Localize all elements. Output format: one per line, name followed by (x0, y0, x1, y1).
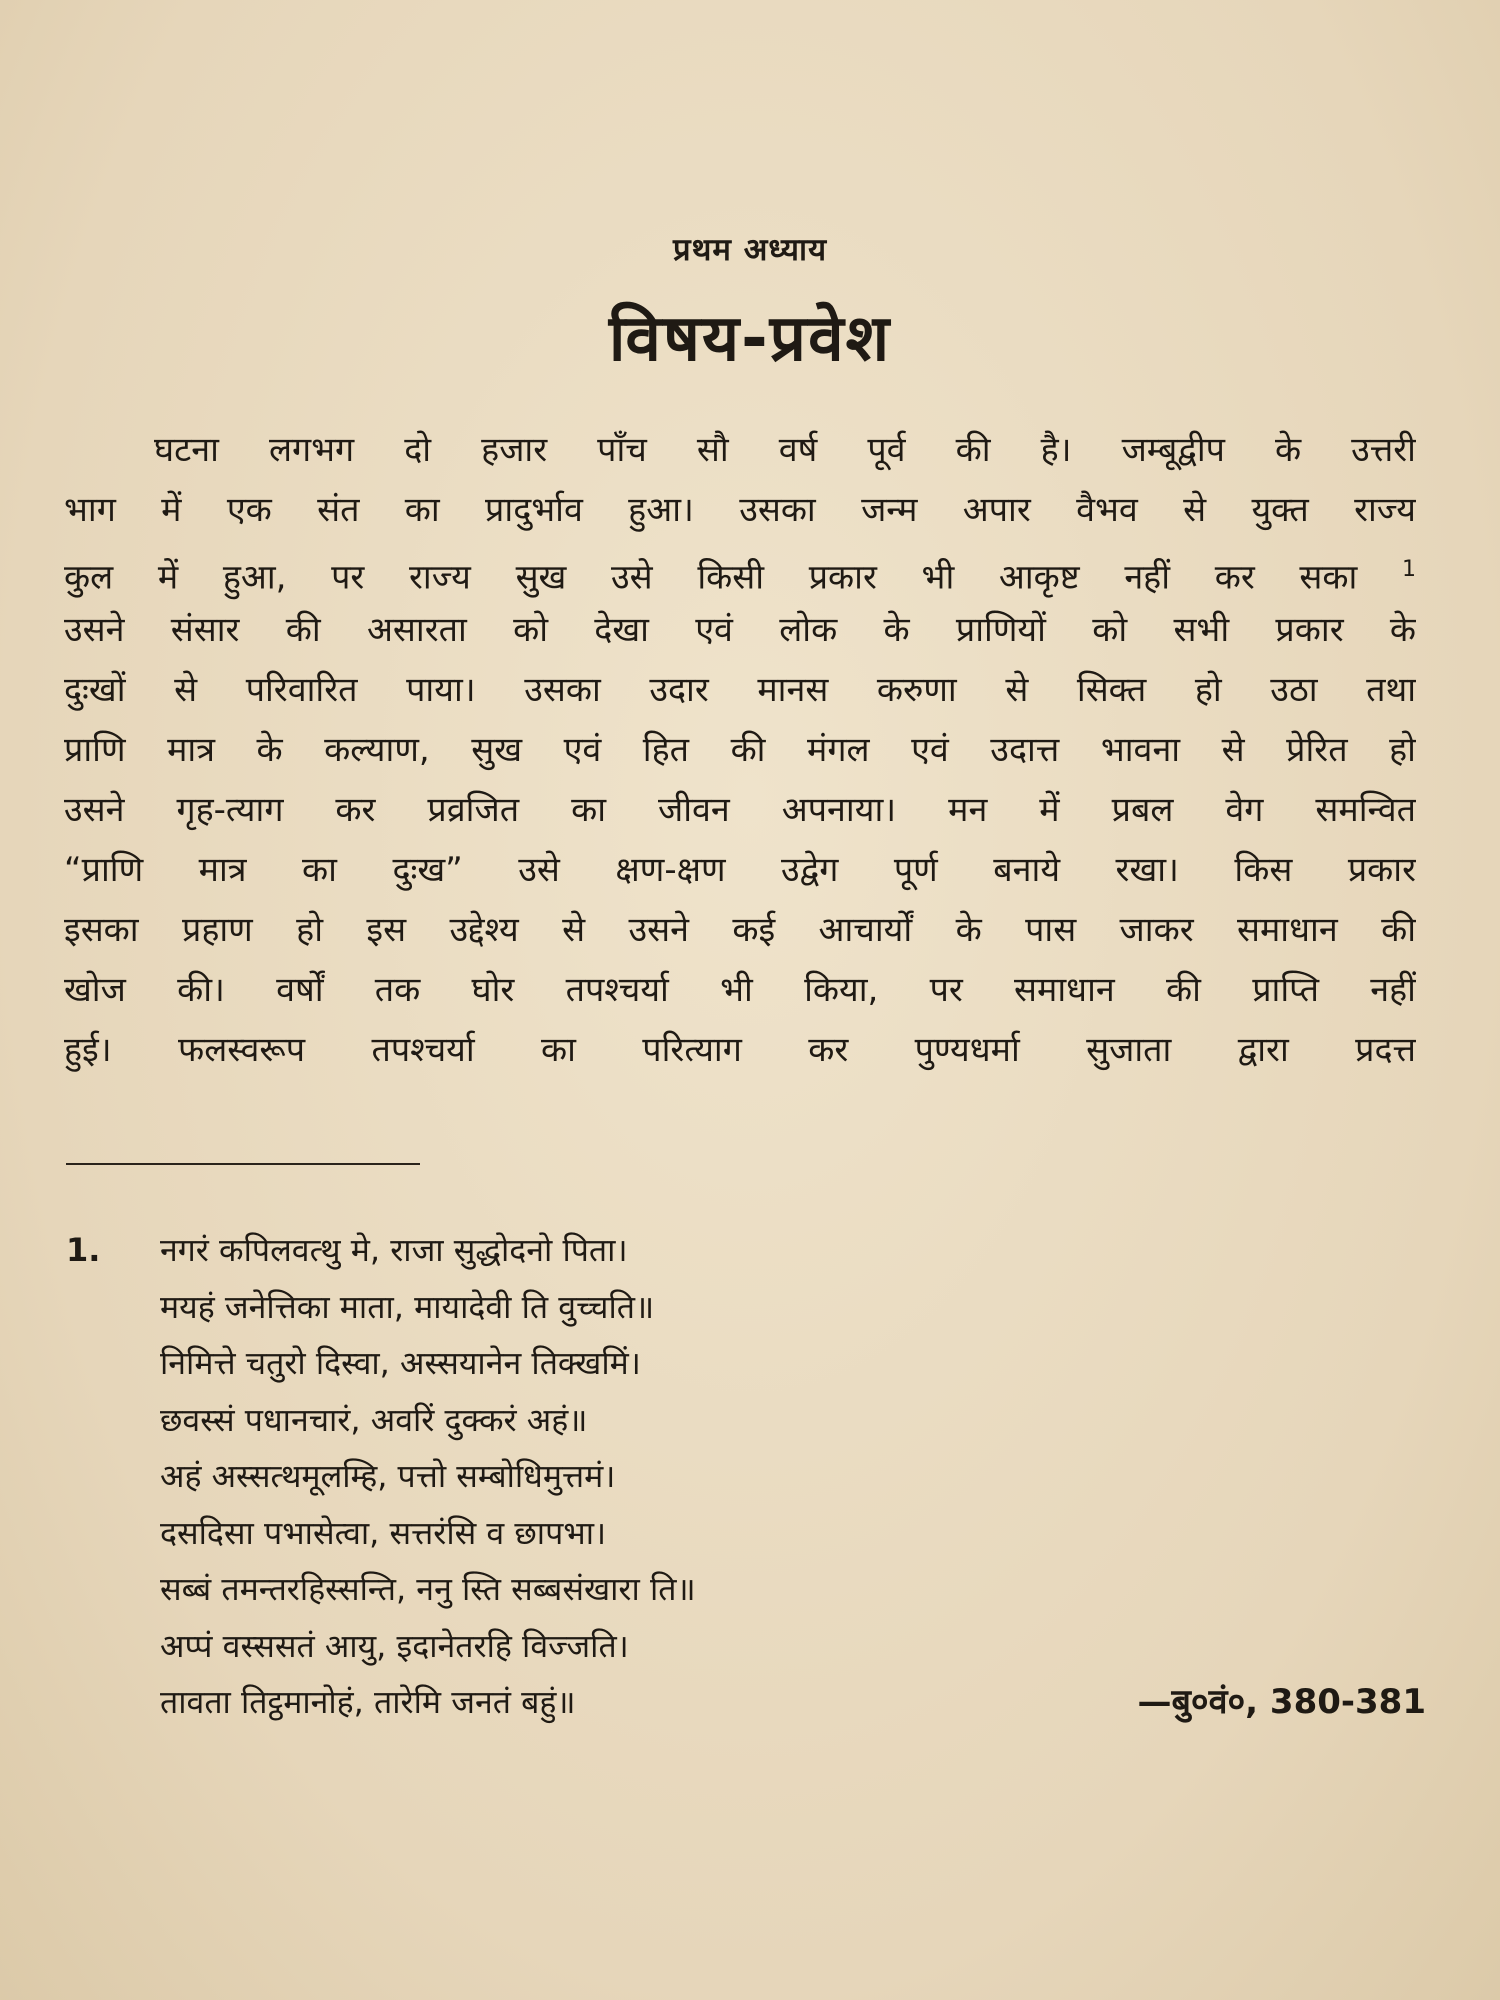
verse-line: मयहं जनेत्तिका माता, मायादेवी ति वुच्चति॥ (160, 1287, 655, 1326)
footnote-reference: 1 (1402, 557, 1416, 582)
body-line: प्राणि मात्र के कल्याण, सुख एवं हित की मंगल एवं उदात्त भावना से प्रेरित हो (64, 730, 1416, 770)
verse-line: नगरं कपिलवत्थु मे, राजा सुद्धोदनो पिता। (160, 1231, 628, 1269)
verse-line: अप्पं वस्ससतं आयु, इदानेतरहि विज्जति। (160, 1626, 629, 1665)
body-line: उसने संसार की असारता को देखा एवं लोक के प्राणियों को सभी प्रकार के (64, 610, 1416, 650)
verse-line: तावता तिट्ठमानोहं, तारेमि जनतं बहुं॥ (160, 1683, 576, 1721)
verse-line: छवस्सं पधानचारं, अवरिं दुक्करं अहं॥ (160, 1400, 588, 1439)
footnote-verse (160, 1222, 1340, 1731)
bleed-through-texture (40, 20, 1460, 64)
verse-line: निमित्ते चतुरो दिस्वा, अस्सयानेन तिक्खमिं। (160, 1344, 641, 1382)
verse-line: सब्बं तमन्तरहिस्सन्ति, ननु स्ति सब्बसंखारा ति॥ (160, 1570, 696, 1608)
body-line: घटना लगभग दो हजार पाँच सौ वर्ष पूर्व की है। जम्बूद्वीप के उत्तरी (154, 430, 1416, 470)
chapter-label: प्रथम अध्याय (672, 232, 828, 268)
body-line: हुई। फलस्वरूप तपश्चर्या का परित्याग कर पुण्यधर्मा सुजाता द्वारा प्रदत्त (64, 1030, 1416, 1070)
body-paragraph (64, 420, 1416, 1080)
body-line: दुःखों से परिवारित पाया। उसका उदार मानस करुणा से सिक्त हो उठा तथा (64, 670, 1416, 710)
body-line: खोज की। वर्षों तक घोर तपश्चर्या भी किया, पर समाधान की प्राप्ति नहीं (64, 970, 1416, 1010)
chapter-title: विषय-प्रवेश (608, 302, 892, 376)
body-line-with-footnote (64, 540, 1416, 600)
verse-line: अहं अस्सत्थमूलम्हि, पत्तो सम्बोधिमुत्तमं। (160, 1457, 616, 1495)
body-line: इसका प्रहाण हो इस उद्देश्य से उसने कई आचार्यों के पास जाकर समाधान की (64, 910, 1416, 950)
body-line: “प्राणि मात्र का दुःख” उसे क्षण-क्षण उद्वेग पूर्ण बनाये रखा। किस प्रकार (64, 850, 1416, 890)
footnote-citation: —बु०वं०, 380-381 (1137, 1682, 1426, 1722)
body-line: उसने गृह-त्याग कर प्रव्रजित का जीवन अपनाया। मन में प्रबल वेग समन्वित (64, 790, 1416, 830)
body-line-text: कुल में हुआ, पर राज्य सुख उसे किसी प्रकार भी आकृष्ट नहीं कर सका (64, 557, 1358, 598)
footnote-divider (66, 1163, 420, 1165)
body-line: भाग में एक संत का प्रादुर्भाव हुआ। उसका जन्म अपार वैभव से युक्त राज्य (64, 490, 1416, 530)
verse-line: दसदिसा पभासेत्वा, सत्तरंसि व छापभा। (160, 1513, 607, 1552)
footnote-number: 1. (66, 1231, 101, 1269)
